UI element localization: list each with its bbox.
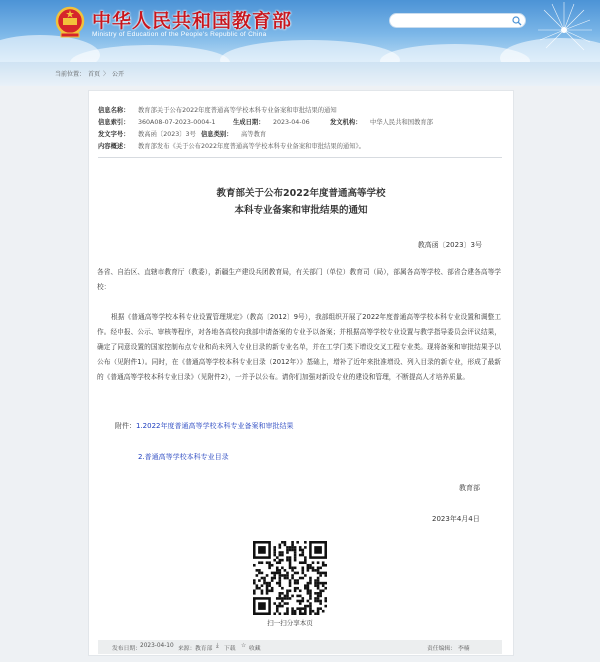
search-input[interactable] — [389, 13, 526, 28]
breadcrumb-label: 当前位置： — [55, 71, 86, 78]
breadcrumb-separator: 〉 — [103, 71, 110, 78]
site-title[interactable]: 中华人民共和国教育部 — [92, 10, 293, 32]
attachment-link-1[interactable]: 1.2022年度普通高等学校本科专业备案和审批结果 — [136, 422, 294, 430]
doc-sign-date: 2023年4月4日 — [432, 515, 480, 523]
meta-docno-label: 发文字号： — [98, 131, 130, 138]
breadcrumb-current[interactable]: 公开 — [112, 71, 125, 78]
meta-summary-label: 内容概述： — [98, 143, 130, 150]
meta-date-value: 2023-04-06 — [273, 119, 310, 126]
qr-caption: 扫一扫分享本页 — [267, 619, 313, 627]
doc-signature: 教育部 — [459, 484, 480, 492]
dandelion-icon — [524, 0, 594, 62]
meta-org-value: 中华人民共和国教育部 — [370, 119, 433, 126]
site-header — [0, 0, 600, 62]
meta-index-label: 信息索引： — [98, 119, 130, 126]
footer-info-bar — [98, 640, 502, 654]
meta-date-label: 生成日期： — [233, 119, 265, 126]
meta-type-value: 高等教育 — [241, 131, 267, 138]
source-label: 来源： — [178, 646, 196, 652]
meta-name-value: 教育部关于公布2022年度普通高等学校本科专业备案和审批结果的通知 — [138, 107, 337, 114]
doc-salutation: 各省、自治区、直辖市教育厅（教委），新疆生产建设兵团教育局，有关部门（单位）教育司（局），部属各高等学校、部省合建各高等学校： — [97, 268, 501, 291]
attachment-row-2 — [138, 452, 229, 462]
attachment-label: 附件： — [115, 422, 136, 430]
doc-title-line1: 教育部关于公布2022年度普通高等学校 — [216, 188, 386, 199]
editor-label: 责任编辑： — [427, 646, 456, 652]
attachment-link-2[interactable]: 2.普通高等学校本科专业目录 — [138, 453, 229, 461]
qr-code-icon — [253, 541, 327, 615]
meta-info — [98, 105, 498, 153]
favorite-link[interactable]: 收藏 — [249, 646, 261, 652]
meta-summary-value: 教育部发布《关于公布2022年度普通高等学校本科专业备案和审批结果的通知》。 — [138, 143, 365, 150]
favorite-icon[interactable]: ☆ — [241, 643, 247, 649]
site-subtitle: Ministry of Education of the People's Republic of China — [92, 31, 267, 38]
doc-number: 教高函〔2023〕3号 — [417, 241, 482, 249]
download-icon[interactable]: ⤓ — [216, 643, 219, 649]
breadcrumb — [55, 69, 127, 78]
publish-date: 2023-04-10 — [140, 643, 174, 649]
meta-type-label: 信息类别： — [201, 131, 233, 138]
attachment-row-1 — [115, 421, 294, 431]
source-value: 教育部 — [195, 646, 213, 652]
doc-title-line2: 本科专业备案和审批结果的通知 — [234, 205, 368, 216]
download-link[interactable]: 下载 — [224, 646, 236, 652]
publish-label: 发布日期： — [112, 646, 141, 652]
doc-body: 根据《普通高等学校本科专业设置管理规定》（教高〔2012〕9号），我部组织开展了2022年度普通高等学校本科专业设置和调整工作。经申报、公示、审核等程序，对各地各高校向我部申请备案的专业予以备案；并根据高等学校专业设置与教学指导委员会评议结果，确定了同意设置的国家控制布点专业和尚未列入专业目录的新专业名单，并在工学门类下增设交叉工程专业类。现将备案和审批结果予以公布（见附件1）。同时，在《普通高等学校本科专业目录（2012年）》基础上，增补了近年来批准增设、列入目录的新专业，形成了最新的《普通高等学校本科专业目录》（见附件2），一并予以公布。请你们加强对新设专业的建设和管理，不断提高人才培养质量。 — [97, 313, 501, 381]
meta-docno-value: 教高函〔2023〕3号 — [138, 131, 196, 138]
editor-value: 李楠 — [458, 646, 470, 652]
search-icon[interactable] — [512, 16, 522, 26]
breadcrumb-home[interactable]: 首页 — [88, 71, 101, 78]
meta-name-label: 信息名称： — [98, 107, 130, 114]
meta-index-value: 360A08-07-2023-0004-1 — [138, 119, 216, 126]
emblem-icon — [55, 6, 85, 40]
meta-divider — [98, 157, 502, 158]
meta-org-label: 发文机构： — [330, 119, 362, 126]
